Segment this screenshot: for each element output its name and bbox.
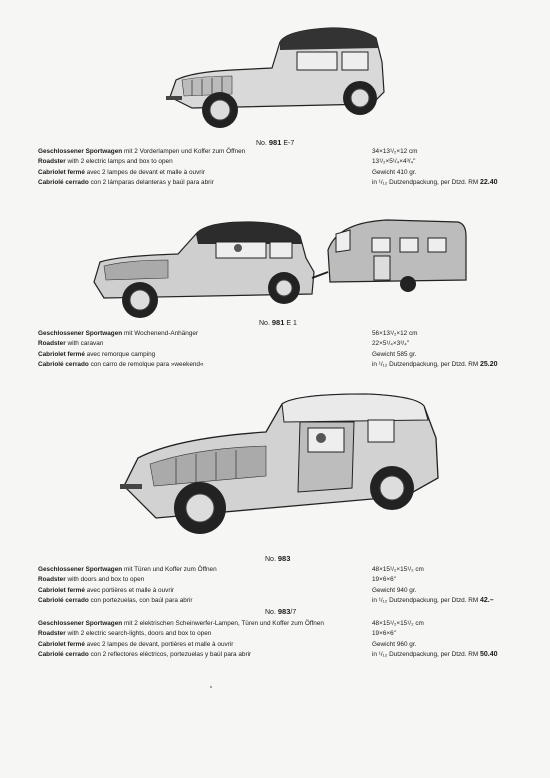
description-line: Geschlossener Sportwagen mit Türen und Koffer zum Öffnen 48×15¹/₂×15¹/₂ cm bbox=[38, 566, 424, 573]
price: 50.40 bbox=[480, 650, 498, 658]
description-line: Cabriolet fermé avec portières et malle à ouvrir Gewicht 940 gr. bbox=[38, 586, 417, 594]
product-number: No. 981 E 1 bbox=[259, 318, 297, 327]
sports-car-illustration bbox=[162, 22, 392, 134]
print-speck bbox=[210, 686, 212, 688]
description-line: Cabriolet fermé avec remorque camping Gewicht 585 gr. bbox=[38, 350, 417, 358]
description-line: Geschlossener Sportwagen mit 2 Vorderlampen und Koffer zum Öffnen 34×13¹/₂×12 cm bbox=[38, 148, 418, 155]
description-line: Geschlossener Sportwagen mit Wochenend-Anhänger 56×13¹/₂×12 cm bbox=[38, 330, 418, 337]
open-door-car-illustration bbox=[116, 392, 446, 540]
product-description bbox=[38, 565, 494, 606]
description-line: Roadster with 2 electric lamps and box to open 13¹/₂×5¹/₄×4³/₄" bbox=[38, 158, 416, 166]
description-line: Geschlossener Sportwagen mit 2 elektrischen Scheinwerfer-Lampen, Türen und Koffer zum Öffnen 48×15¹/₂×15¹/₂ cm bbox=[38, 620, 424, 627]
product-description bbox=[38, 147, 498, 188]
description-line: Cabriolé cerrado con portezuelas, con baúl para abrir in ¹/₁₂ Dutzendpackung, per Dtzd. RM 42.– bbox=[38, 596, 494, 604]
description-line: Cabriolé cerrado con carro de remolque para »weekend« in ¹/₁₂ Dutzendpackung, per Dtzd. RM 25.20 bbox=[38, 360, 498, 368]
description-line: Roadster with 2 electric search-lights, doors and box to open 19×6×6" bbox=[38, 630, 396, 638]
product-number: No. 981 E-7 bbox=[256, 138, 295, 147]
description-line: Cabriolet fermé avec 2 lampes de devant, portières et malle à ouvrir Gewicht 960 gr. bbox=[38, 640, 417, 648]
price: 22.40 bbox=[480, 178, 498, 186]
product-description bbox=[38, 329, 498, 370]
description-line: Cabriolé cerrado con 2 reflectores eléctricos, portezuelas y baúl para abrir in ¹/₁₂ Dutzendpackung, per Dtzd. RM 50.40 bbox=[38, 650, 498, 658]
price: 25.20 bbox=[480, 360, 498, 368]
car-with-caravan-illustration bbox=[88, 212, 470, 322]
description-line: Roadster with caravan 22×5¹/₄×3³/₄" bbox=[38, 340, 409, 348]
price: 42.– bbox=[480, 596, 494, 604]
description-line: Cabriolé cerrado con 2 lámparas delanteras y baúl para abrir in ¹/₁₂ Dutzendpackung, per Dtzd. RM 22.40 bbox=[38, 178, 498, 186]
product-number: No. 983 bbox=[265, 554, 291, 563]
product-description bbox=[38, 619, 498, 660]
description-line: Roadster with doors and box to open 19×6×6" bbox=[38, 576, 396, 584]
description-line: Cabriolet fermé avec 2 lampes de devant et malle à ouvrir Gewicht 410 gr. bbox=[38, 168, 417, 176]
product-number: No. 983/7 bbox=[265, 607, 297, 616]
